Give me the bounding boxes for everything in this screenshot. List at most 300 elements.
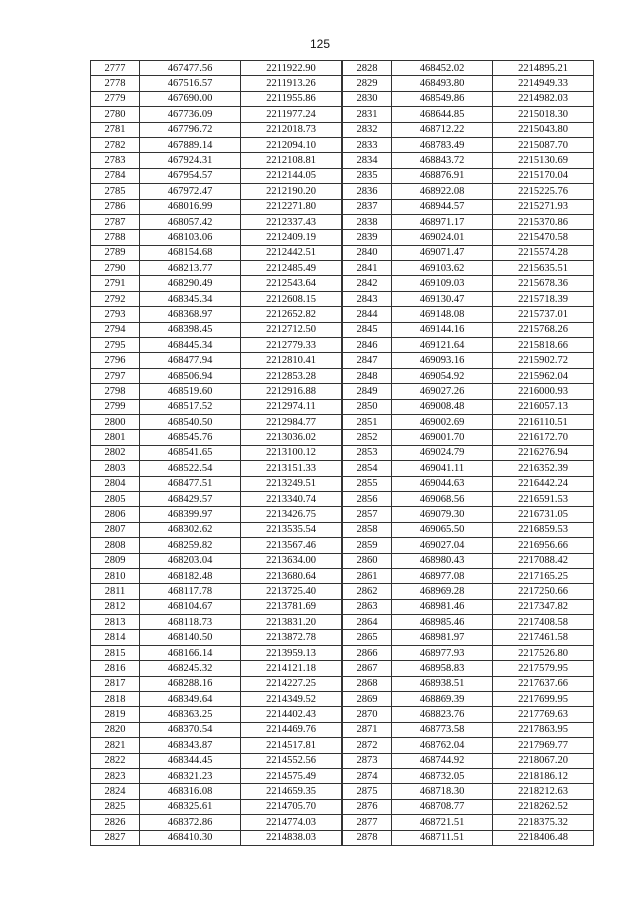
table-row [91, 491, 342, 506]
table-row [91, 199, 342, 214]
table-row [343, 61, 594, 76]
x-coordinate-cell: 467972.47 [140, 184, 241, 199]
y-coordinate-cell: 2214552.56 [241, 753, 342, 768]
y-coordinate-cell: 2212409.19 [241, 230, 342, 245]
table-row [343, 414, 594, 429]
table-row [343, 445, 594, 460]
y-coordinate-cell: 2216110.51 [493, 414, 594, 429]
table-row [91, 368, 342, 383]
table-row [91, 584, 342, 599]
y-coordinate-cell: 2216172.70 [493, 430, 594, 445]
y-coordinate-cell: 2212712.50 [241, 322, 342, 337]
y-coordinate-cell: 2213249.51 [241, 476, 342, 491]
table-row [91, 261, 342, 276]
table-row [91, 230, 342, 245]
x-coordinate-cell: 469079.30 [392, 507, 493, 522]
y-coordinate-cell: 2214402.43 [241, 707, 342, 722]
point-number-cell: 2823 [91, 768, 140, 783]
y-coordinate-cell: 2213151.33 [241, 461, 342, 476]
x-coordinate-cell: 469065.50 [392, 522, 493, 537]
table-row [343, 322, 594, 337]
point-number-cell: 2807 [91, 522, 140, 537]
point-number-cell: 2778 [91, 76, 140, 91]
point-number-cell: 2851 [343, 414, 392, 429]
y-coordinate-cell: 2216859.53 [493, 522, 594, 537]
x-coordinate-cell: 469044.63 [392, 476, 493, 491]
x-coordinate-cell: 469054.92 [392, 368, 493, 383]
y-coordinate-cell: 2217347.82 [493, 599, 594, 614]
x-coordinate-cell: 468344.45 [140, 753, 241, 768]
x-coordinate-cell: 468302.62 [140, 522, 241, 537]
y-coordinate-cell: 2214349.52 [241, 692, 342, 707]
y-coordinate-cell: 2214949.33 [493, 76, 594, 91]
x-coordinate-cell: 468410.30 [140, 830, 241, 845]
table-row [91, 507, 342, 522]
table-row [343, 630, 594, 645]
x-coordinate-cell: 468477.94 [140, 353, 241, 368]
y-coordinate-cell: 2213634.00 [241, 553, 342, 568]
x-coordinate-cell: 468372.86 [140, 815, 241, 830]
y-coordinate-cell: 2212442.51 [241, 245, 342, 260]
y-coordinate-cell: 2218212.63 [493, 784, 594, 799]
point-number-cell: 2850 [343, 399, 392, 414]
point-number-cell: 2829 [343, 76, 392, 91]
x-coordinate-cell: 469027.26 [392, 384, 493, 399]
x-coordinate-cell: 469068.56 [392, 491, 493, 506]
point-number-cell: 2810 [91, 568, 140, 583]
x-coordinate-cell: 468783.49 [392, 137, 493, 152]
point-number-cell: 2875 [343, 784, 392, 799]
x-coordinate-cell: 468977.93 [392, 645, 493, 660]
x-coordinate-cell: 469109.03 [392, 276, 493, 291]
table-row [343, 384, 594, 399]
x-coordinate-cell: 467924.31 [140, 153, 241, 168]
point-number-cell: 2852 [343, 430, 392, 445]
x-coordinate-cell: 468506.94 [140, 368, 241, 383]
point-number-cell: 2844 [343, 307, 392, 322]
y-coordinate-cell: 2213036.02 [241, 430, 342, 445]
x-coordinate-cell: 469024.01 [392, 230, 493, 245]
point-number-cell: 2847 [343, 353, 392, 368]
coordinate-table-right [342, 60, 594, 846]
y-coordinate-cell: 2213340.74 [241, 491, 342, 506]
table-row [343, 738, 594, 753]
y-coordinate-cell: 2214838.03 [241, 830, 342, 845]
point-number-cell: 2798 [91, 384, 140, 399]
x-coordinate-cell: 468969.28 [392, 584, 493, 599]
y-coordinate-cell: 2216956.66 [493, 538, 594, 553]
y-coordinate-cell: 2215018.30 [493, 107, 594, 122]
x-coordinate-cell: 468644.85 [392, 107, 493, 122]
y-coordinate-cell: 2212144.05 [241, 168, 342, 183]
table-row [91, 184, 342, 199]
table-row [91, 414, 342, 429]
point-number-cell: 2857 [343, 507, 392, 522]
x-coordinate-cell: 468398.45 [140, 322, 241, 337]
y-coordinate-cell: 2214774.03 [241, 815, 342, 830]
table-row [91, 568, 342, 583]
point-number-cell: 2797 [91, 368, 140, 383]
x-coordinate-cell: 468154.68 [140, 245, 241, 260]
x-coordinate-cell: 468711.51 [392, 830, 493, 845]
point-number-cell: 2833 [343, 137, 392, 152]
y-coordinate-cell: 2212094.10 [241, 137, 342, 152]
point-number-cell: 2818 [91, 692, 140, 707]
x-coordinate-cell: 468762.04 [392, 738, 493, 753]
x-coordinate-cell: 468182.48 [140, 568, 241, 583]
point-number-cell: 2824 [91, 784, 140, 799]
y-coordinate-cell: 2216276.94 [493, 445, 594, 460]
table-row [91, 707, 342, 722]
point-number-cell: 2789 [91, 245, 140, 260]
x-coordinate-cell: 469027.04 [392, 538, 493, 553]
point-number-cell: 2779 [91, 91, 140, 106]
x-coordinate-cell: 468213.77 [140, 261, 241, 276]
point-number-cell: 2806 [91, 507, 140, 522]
table-row [91, 76, 342, 91]
table-row [343, 307, 594, 322]
y-coordinate-cell: 2213781.69 [241, 599, 342, 614]
point-number-cell: 2800 [91, 414, 140, 429]
x-coordinate-cell: 468977.08 [392, 568, 493, 583]
point-number-cell: 2791 [91, 276, 140, 291]
y-coordinate-cell: 2213831.20 [241, 615, 342, 630]
x-coordinate-cell: 468203.04 [140, 553, 241, 568]
y-coordinate-cell: 2215170.04 [493, 168, 594, 183]
x-coordinate-cell: 468166.14 [140, 645, 241, 660]
point-number-cell: 2834 [343, 153, 392, 168]
y-coordinate-cell: 2214705.70 [241, 799, 342, 814]
table-row [91, 753, 342, 768]
table-row [91, 61, 342, 76]
table-row [91, 307, 342, 322]
table-row [91, 692, 342, 707]
y-coordinate-cell: 2217637.66 [493, 676, 594, 691]
x-coordinate-cell: 468549.86 [392, 91, 493, 106]
x-coordinate-cell: 468117.78 [140, 584, 241, 599]
x-coordinate-cell: 468445.34 [140, 338, 241, 353]
table-row [91, 122, 342, 137]
y-coordinate-cell: 2217165.25 [493, 568, 594, 583]
table-row [343, 76, 594, 91]
table-row [343, 399, 594, 414]
x-coordinate-cell: 469008.48 [392, 399, 493, 414]
y-coordinate-cell: 2213872.78 [241, 630, 342, 645]
y-coordinate-cell: 2217461.58 [493, 630, 594, 645]
x-coordinate-cell: 468869.39 [392, 692, 493, 707]
point-number-cell: 2793 [91, 307, 140, 322]
table-row [343, 692, 594, 707]
table-row [343, 538, 594, 553]
table-row [343, 291, 594, 306]
point-number-cell: 2821 [91, 738, 140, 753]
y-coordinate-cell: 2212543.64 [241, 276, 342, 291]
table-row [343, 461, 594, 476]
point-number-cell: 2871 [343, 722, 392, 737]
table-row [343, 245, 594, 260]
point-number-cell: 2803 [91, 461, 140, 476]
y-coordinate-cell: 2213959.13 [241, 645, 342, 660]
x-coordinate-cell: 468876.91 [392, 168, 493, 183]
right-table-body [343, 61, 594, 846]
point-number-cell: 2784 [91, 168, 140, 183]
y-coordinate-cell: 2217526.80 [493, 645, 594, 660]
x-coordinate-cell: 468980.43 [392, 553, 493, 568]
y-coordinate-cell: 2215635.51 [493, 261, 594, 276]
point-number-cell: 2830 [343, 91, 392, 106]
x-coordinate-cell: 468773.58 [392, 722, 493, 737]
point-number-cell: 2795 [91, 338, 140, 353]
point-number-cell: 2876 [343, 799, 392, 814]
point-number-cell: 2799 [91, 399, 140, 414]
point-number-cell: 2783 [91, 153, 140, 168]
x-coordinate-cell: 469071.47 [392, 245, 493, 260]
x-coordinate-cell: 468321.23 [140, 768, 241, 783]
point-number-cell: 2826 [91, 815, 140, 830]
x-coordinate-cell: 468541.65 [140, 445, 241, 460]
y-coordinate-cell: 2218262.52 [493, 799, 594, 814]
x-coordinate-cell: 468545.76 [140, 430, 241, 445]
table-row [343, 261, 594, 276]
table-row [91, 738, 342, 753]
x-coordinate-cell: 468118.73 [140, 615, 241, 630]
table-row [91, 291, 342, 306]
y-coordinate-cell: 2212018.73 [241, 122, 342, 137]
y-coordinate-cell: 2213680.64 [241, 568, 342, 583]
y-coordinate-cell: 2213100.12 [241, 445, 342, 460]
point-number-cell: 2816 [91, 661, 140, 676]
table-row [343, 645, 594, 660]
y-coordinate-cell: 2211955.86 [241, 91, 342, 106]
y-coordinate-cell: 2217250.66 [493, 584, 594, 599]
point-number-cell: 2860 [343, 553, 392, 568]
x-coordinate-cell: 468708.77 [392, 799, 493, 814]
table-row [91, 722, 342, 737]
y-coordinate-cell: 2212853.28 [241, 368, 342, 383]
point-number-cell: 2828 [343, 61, 392, 76]
table-row [91, 476, 342, 491]
table-row [343, 815, 594, 830]
y-coordinate-cell: 2215087.70 [493, 137, 594, 152]
table-row [343, 91, 594, 106]
y-coordinate-cell: 2217579.95 [493, 661, 594, 676]
y-coordinate-cell: 2214469.76 [241, 722, 342, 737]
y-coordinate-cell: 2212974.11 [241, 399, 342, 414]
x-coordinate-cell: 468477.51 [140, 476, 241, 491]
point-number-cell: 2854 [343, 461, 392, 476]
x-coordinate-cell: 469103.62 [392, 261, 493, 276]
y-coordinate-cell: 2215818.66 [493, 338, 594, 353]
point-number-cell: 2859 [343, 538, 392, 553]
point-number-cell: 2841 [343, 261, 392, 276]
table-row [91, 799, 342, 814]
x-coordinate-cell: 468057.42 [140, 214, 241, 229]
y-coordinate-cell: 2213535.54 [241, 522, 342, 537]
point-number-cell: 2831 [343, 107, 392, 122]
y-coordinate-cell: 2212779.33 [241, 338, 342, 353]
table-row [91, 630, 342, 645]
point-number-cell: 2861 [343, 568, 392, 583]
y-coordinate-cell: 2215902.72 [493, 353, 594, 368]
table-row [343, 368, 594, 383]
y-coordinate-cell: 2215962.04 [493, 368, 594, 383]
x-coordinate-cell: 468368.97 [140, 307, 241, 322]
x-coordinate-cell: 468517.52 [140, 399, 241, 414]
table-row [91, 538, 342, 553]
y-coordinate-cell: 2214575.49 [241, 768, 342, 783]
point-number-cell: 2825 [91, 799, 140, 814]
point-number-cell: 2794 [91, 322, 140, 337]
x-coordinate-cell: 468981.46 [392, 599, 493, 614]
point-number-cell: 2837 [343, 199, 392, 214]
y-coordinate-cell: 2216057.13 [493, 399, 594, 414]
x-coordinate-cell: 469024.79 [392, 445, 493, 460]
table-row [343, 584, 594, 599]
table-row [343, 476, 594, 491]
y-coordinate-cell: 2216442.24 [493, 476, 594, 491]
table-row [91, 461, 342, 476]
table-row [343, 153, 594, 168]
y-coordinate-cell: 2215271.93 [493, 199, 594, 214]
table-row [91, 214, 342, 229]
x-coordinate-cell: 468712.22 [392, 122, 493, 137]
x-coordinate-cell: 468981.97 [392, 630, 493, 645]
table-row [343, 353, 594, 368]
table-row [343, 430, 594, 445]
table-row [343, 338, 594, 353]
point-number-cell: 2877 [343, 815, 392, 830]
point-number-cell: 2838 [343, 214, 392, 229]
x-coordinate-cell: 468290.49 [140, 276, 241, 291]
table-row [343, 507, 594, 522]
x-coordinate-cell: 468325.61 [140, 799, 241, 814]
y-coordinate-cell: 2211977.24 [241, 107, 342, 122]
point-number-cell: 2808 [91, 538, 140, 553]
point-number-cell: 2864 [343, 615, 392, 630]
x-coordinate-cell: 468429.57 [140, 491, 241, 506]
y-coordinate-cell: 2218406.48 [493, 830, 594, 845]
y-coordinate-cell: 2217769.63 [493, 707, 594, 722]
table-row [91, 830, 342, 845]
point-number-cell: 2786 [91, 199, 140, 214]
point-number-cell: 2868 [343, 676, 392, 691]
table-row [91, 384, 342, 399]
x-coordinate-cell: 467690.00 [140, 91, 241, 106]
point-number-cell: 2866 [343, 645, 392, 660]
point-number-cell: 2777 [91, 61, 140, 76]
x-coordinate-cell: 468245.32 [140, 661, 241, 676]
table-row [91, 338, 342, 353]
table-row [91, 784, 342, 799]
y-coordinate-cell: 2212108.81 [241, 153, 342, 168]
y-coordinate-cell: 2214517.81 [241, 738, 342, 753]
table-row [343, 137, 594, 152]
y-coordinate-cell: 2213567.46 [241, 538, 342, 553]
table-row [343, 230, 594, 245]
point-number-cell: 2811 [91, 584, 140, 599]
x-coordinate-cell: 468349.64 [140, 692, 241, 707]
table-row [91, 553, 342, 568]
table-row [343, 768, 594, 783]
point-number-cell: 2832 [343, 122, 392, 137]
x-coordinate-cell: 468259.82 [140, 538, 241, 553]
x-coordinate-cell: 468316.08 [140, 784, 241, 799]
point-number-cell: 2804 [91, 476, 140, 491]
y-coordinate-cell: 2215718.39 [493, 291, 594, 306]
table-row [343, 168, 594, 183]
table-row [343, 784, 594, 799]
point-number-cell: 2846 [343, 338, 392, 353]
point-number-cell: 2867 [343, 661, 392, 676]
point-number-cell: 2814 [91, 630, 140, 645]
table-row [91, 445, 342, 460]
x-coordinate-cell: 468540.50 [140, 414, 241, 429]
point-number-cell: 2780 [91, 107, 140, 122]
x-coordinate-cell: 468721.51 [392, 815, 493, 830]
x-coordinate-cell: 468732.05 [392, 768, 493, 783]
point-number-cell: 2865 [343, 630, 392, 645]
y-coordinate-cell: 2212652.82 [241, 307, 342, 322]
table-row [91, 645, 342, 660]
x-coordinate-cell: 468922.08 [392, 184, 493, 199]
table-row [343, 553, 594, 568]
table-row [91, 599, 342, 614]
x-coordinate-cell: 469002.69 [392, 414, 493, 429]
table-row [91, 322, 342, 337]
y-coordinate-cell: 2215043.80 [493, 122, 594, 137]
y-coordinate-cell: 2217699.95 [493, 692, 594, 707]
x-coordinate-cell: 469121.64 [392, 338, 493, 353]
x-coordinate-cell: 469001.70 [392, 430, 493, 445]
y-coordinate-cell: 2213725.40 [241, 584, 342, 599]
x-coordinate-cell: 468944.57 [392, 199, 493, 214]
table-row [343, 676, 594, 691]
x-coordinate-cell: 468985.46 [392, 615, 493, 630]
y-coordinate-cell: 2215768.26 [493, 322, 594, 337]
x-coordinate-cell: 469130.47 [392, 291, 493, 306]
table-row [91, 768, 342, 783]
y-coordinate-cell: 2211913.26 [241, 76, 342, 91]
table-row [343, 522, 594, 537]
table-row [343, 661, 594, 676]
y-coordinate-cell: 2213426.75 [241, 507, 342, 522]
x-coordinate-cell: 468363.25 [140, 707, 241, 722]
table-row [343, 753, 594, 768]
table-row [91, 353, 342, 368]
point-number-cell: 2813 [91, 615, 140, 630]
y-coordinate-cell: 2216731.05 [493, 507, 594, 522]
point-number-cell: 2840 [343, 245, 392, 260]
x-coordinate-cell: 469093.16 [392, 353, 493, 368]
y-coordinate-cell: 2215130.69 [493, 153, 594, 168]
x-coordinate-cell: 467477.56 [140, 61, 241, 76]
point-number-cell: 2827 [91, 830, 140, 845]
point-number-cell: 2878 [343, 830, 392, 845]
point-number-cell: 2781 [91, 122, 140, 137]
x-coordinate-cell: 469144.16 [392, 322, 493, 337]
x-coordinate-cell: 468140.50 [140, 630, 241, 645]
y-coordinate-cell: 2211922.90 [241, 61, 342, 76]
y-coordinate-cell: 2212810.41 [241, 353, 342, 368]
x-coordinate-cell: 467954.57 [140, 168, 241, 183]
x-coordinate-cell: 468843.72 [392, 153, 493, 168]
x-coordinate-cell: 468522.54 [140, 461, 241, 476]
y-coordinate-cell: 2214121.18 [241, 661, 342, 676]
x-coordinate-cell: 469148.08 [392, 307, 493, 322]
point-number-cell: 2836 [343, 184, 392, 199]
point-number-cell: 2835 [343, 168, 392, 183]
y-coordinate-cell: 2212337.43 [241, 214, 342, 229]
